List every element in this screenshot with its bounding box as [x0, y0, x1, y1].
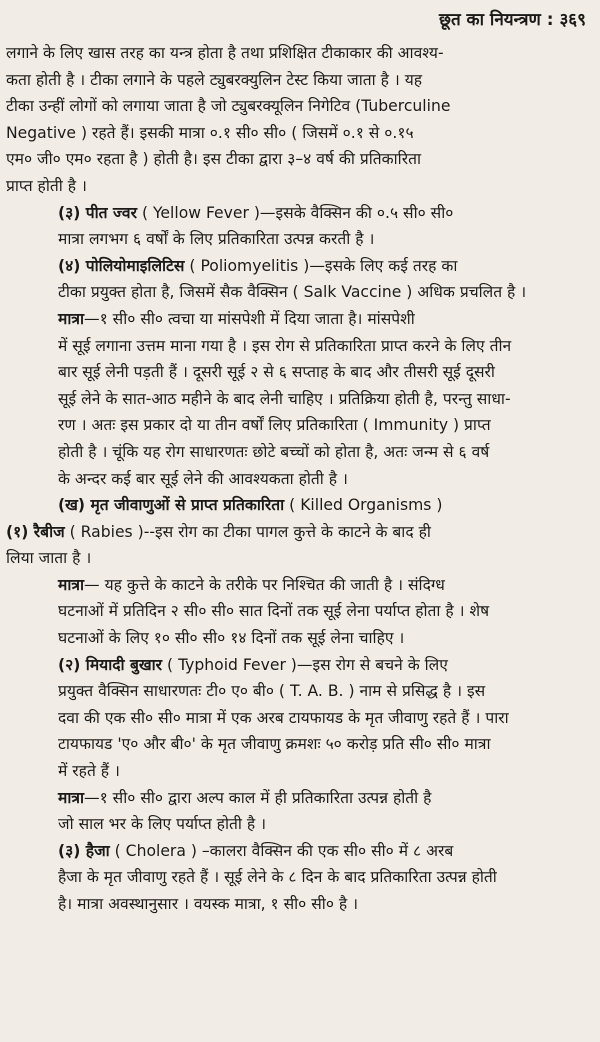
section-heading: (१) रैबीज [6, 522, 65, 541]
text-line [6, 93, 586, 120]
text-line [6, 253, 586, 280]
text-segment: —१ सी० सी० त्वचा या मांसपेशी में दिया जाता है। मांसपेशी [84, 309, 415, 328]
para-typhoid [6, 652, 586, 785]
text-line [6, 572, 586, 599]
para-cholera [6, 838, 586, 918]
text-line [6, 785, 586, 812]
text-line [6, 625, 586, 652]
text-segment: ( Cholera ) –कालरा वैक्सिन की एक सी० सी० में ८ अरब [109, 841, 454, 860]
text-line [6, 466, 586, 493]
text-segment: बार सूई लेनी पड़ती हैं । दूसरी सूई २ से ६ सप्ताह के बाद और तीसरी सूई दूसरी [58, 363, 495, 382]
text-segment: लगाने के लिए खास तरह का यन्त्र होता है तथा प्रशिक्षित टीकाकार की आवश्य- [6, 44, 444, 62]
text-segment: एम० जी० एम० रहता है ) होती है। इस टीका द्वारा ३–४ वर्ष की प्रतिकारिता [6, 150, 422, 169]
text-segment: में रहते हैं । [58, 762, 120, 781]
section-heading: (२) मियादी बुखार [58, 655, 163, 674]
text-segment: घटनाओं के लिए १० सी० सी० १४ दिनों तक सूई लेना चाहिए । [58, 629, 405, 648]
section-heading: (३) हैजा [58, 841, 110, 860]
text-line [6, 173, 586, 200]
text-segment: प्रयुक्त वैक्सिन साधारणतः टी० ए० बी० ( T. A. B. ) नाम से प्रसिद्ध है । इस [58, 682, 486, 701]
running-head: छूत का नियन्त्रण : ३६९ [439, 10, 586, 30]
text-line [6, 598, 586, 625]
text-segment: दवा की एक सी० सी० मात्रा में एक अरब टायफायड के मृत जीवाणु रहते हैं । पारा [58, 708, 509, 727]
text-line [6, 120, 586, 147]
section-heading: (ख) मृत जीवाणुओं से प्राप्त प्रतिकारिता [58, 496, 285, 515]
para-rabies [6, 519, 586, 572]
text-segment: लिया जाता है । [6, 549, 92, 568]
text-line [6, 439, 586, 466]
text-line [6, 705, 586, 732]
text-segment: —१ सी० सी० द्वारा अल्प काल में ही प्रतिकारिता उत्पन्न होती है [84, 788, 432, 807]
text-line [6, 333, 586, 360]
text-line [6, 226, 586, 253]
body-text [6, 40, 586, 918]
text-segment: प्राप्त होती है । [6, 176, 87, 195]
text-line [6, 40, 586, 67]
text-line [6, 67, 586, 94]
para-polio [6, 253, 586, 306]
text-segment: है। मात्रा अवस्थानुसार । वयस्क मात्रा, १ सी० सी० है । [58, 895, 359, 913]
text-segment: सूई लेने के सात-आठ महीने के बाद लेनी चाहिए । प्रतिक्रिया होती है, परन्तु साधा- [58, 389, 511, 408]
text-line [6, 519, 586, 546]
section-heading: मात्रा [58, 788, 85, 807]
text-segment: टीका प्रयुक्त होता है, जिसमें सैक वैक्सिन ( Salk Vaccine ) अधिक प्रचलित है । [58, 283, 527, 302]
text-line [6, 811, 586, 838]
para-killed-organisms [6, 492, 586, 519]
para-yellow-fever [6, 200, 586, 253]
text-segment: हैजा के मृत जीवाणु रहते हैं । सूई लेने के ८ दिन के बाद प्रतिकारिता उत्पन्न होती [58, 868, 497, 887]
text-segment: ( Poliomyelitis )—इसके लिए कई तरह का [184, 256, 458, 275]
para-bcg-continued [6, 40, 586, 200]
section-heading: (३) पीत ज्वर [58, 203, 137, 222]
text-line [6, 864, 586, 891]
text-line [6, 200, 586, 227]
text-segment: रण । अतः इस प्रकार दो या तीन वर्षों लिए प्रतिकारिता ( Immunity ) प्राप्त [58, 416, 491, 435]
text-segment: कता होती है । टीका लगाने के पहले ट्युबरक्युलिन टेस्ट किया जाता है । यह [6, 70, 423, 89]
section-heading: मात्रा [58, 575, 85, 594]
text-line [6, 306, 586, 333]
text-segment: घटनाओं में प्रतिदिन २ सी० सी० सात दिनों तक सूई लेना पर्याप्त होता है । शेष [58, 602, 490, 621]
text-line [6, 758, 586, 785]
text-segment: ( Yellow Fever )—इसके वैक्सिन की ०.५ सी० सी० [136, 203, 454, 222]
text-segment: ( Rabies )--इस रोग का टीका पागल कुत्ते के काटने के बाद ही [64, 522, 431, 541]
text-line [6, 891, 586, 918]
text-segment: मात्रा लगभग ६ वर्षों के लिए प्रतिकारिता उत्पन्न करती है । [58, 230, 375, 249]
text-segment: ( Killed Organisms ) [284, 496, 443, 515]
text-line [6, 545, 586, 572]
para-polio-dose [6, 306, 586, 492]
text-line [6, 279, 586, 306]
text-segment: टीका उन्हीं लोगों को लगाया जाता है जो ट्युबरक्यूलिन निगेटिव (Tuberculine [6, 97, 451, 116]
text-line [6, 652, 586, 679]
text-line [6, 146, 586, 173]
text-segment: Negative ) रहते हैं। इसकी मात्रा ०.१ सी० सी० ( जिसमें ०.१ से ०.१५ [6, 123, 414, 142]
text-line [6, 492, 586, 519]
text-line [6, 359, 586, 386]
text-line [6, 412, 586, 439]
text-segment: टायफायड 'ए० और बी०' के मृत जीवाणु क्रमशः ५० करोड़ प्रति सी० सी० मात्रा [58, 735, 491, 754]
text-segment: — यह कुत्ते के काटने के तरीके पर निश्चित की जाती है । संदिग्ध [84, 575, 445, 594]
section-heading: मात्रा [58, 309, 85, 328]
text-line [6, 731, 586, 758]
text-line [6, 386, 586, 413]
para-rabies-dose [6, 572, 586, 652]
text-segment: होती है । चूंकि यह रोग साधारणतः छोटे बच्चों को होता है, अतः जन्म से ६ वर्ष [58, 442, 490, 461]
text-segment: ( Typhoid Fever )—इस रोग से बचने के लिए [162, 655, 448, 674]
text-line [6, 678, 586, 705]
text-segment: जो साल भर के लिए पर्याप्त होती है । [58, 815, 267, 834]
section-heading: (४) पोलियोमाइलिटिस [58, 256, 185, 275]
text-segment: में सूई लगाना उत्तम माना गया है । इस रोग से प्रतिकारिता प्राप्त करने के लिए तीन [58, 336, 512, 355]
para-typhoid-dose [6, 785, 586, 838]
text-line [6, 838, 586, 865]
text-segment: के अन्दर कई बार सूई लेने की आवश्यकता होती है । [58, 469, 348, 488]
